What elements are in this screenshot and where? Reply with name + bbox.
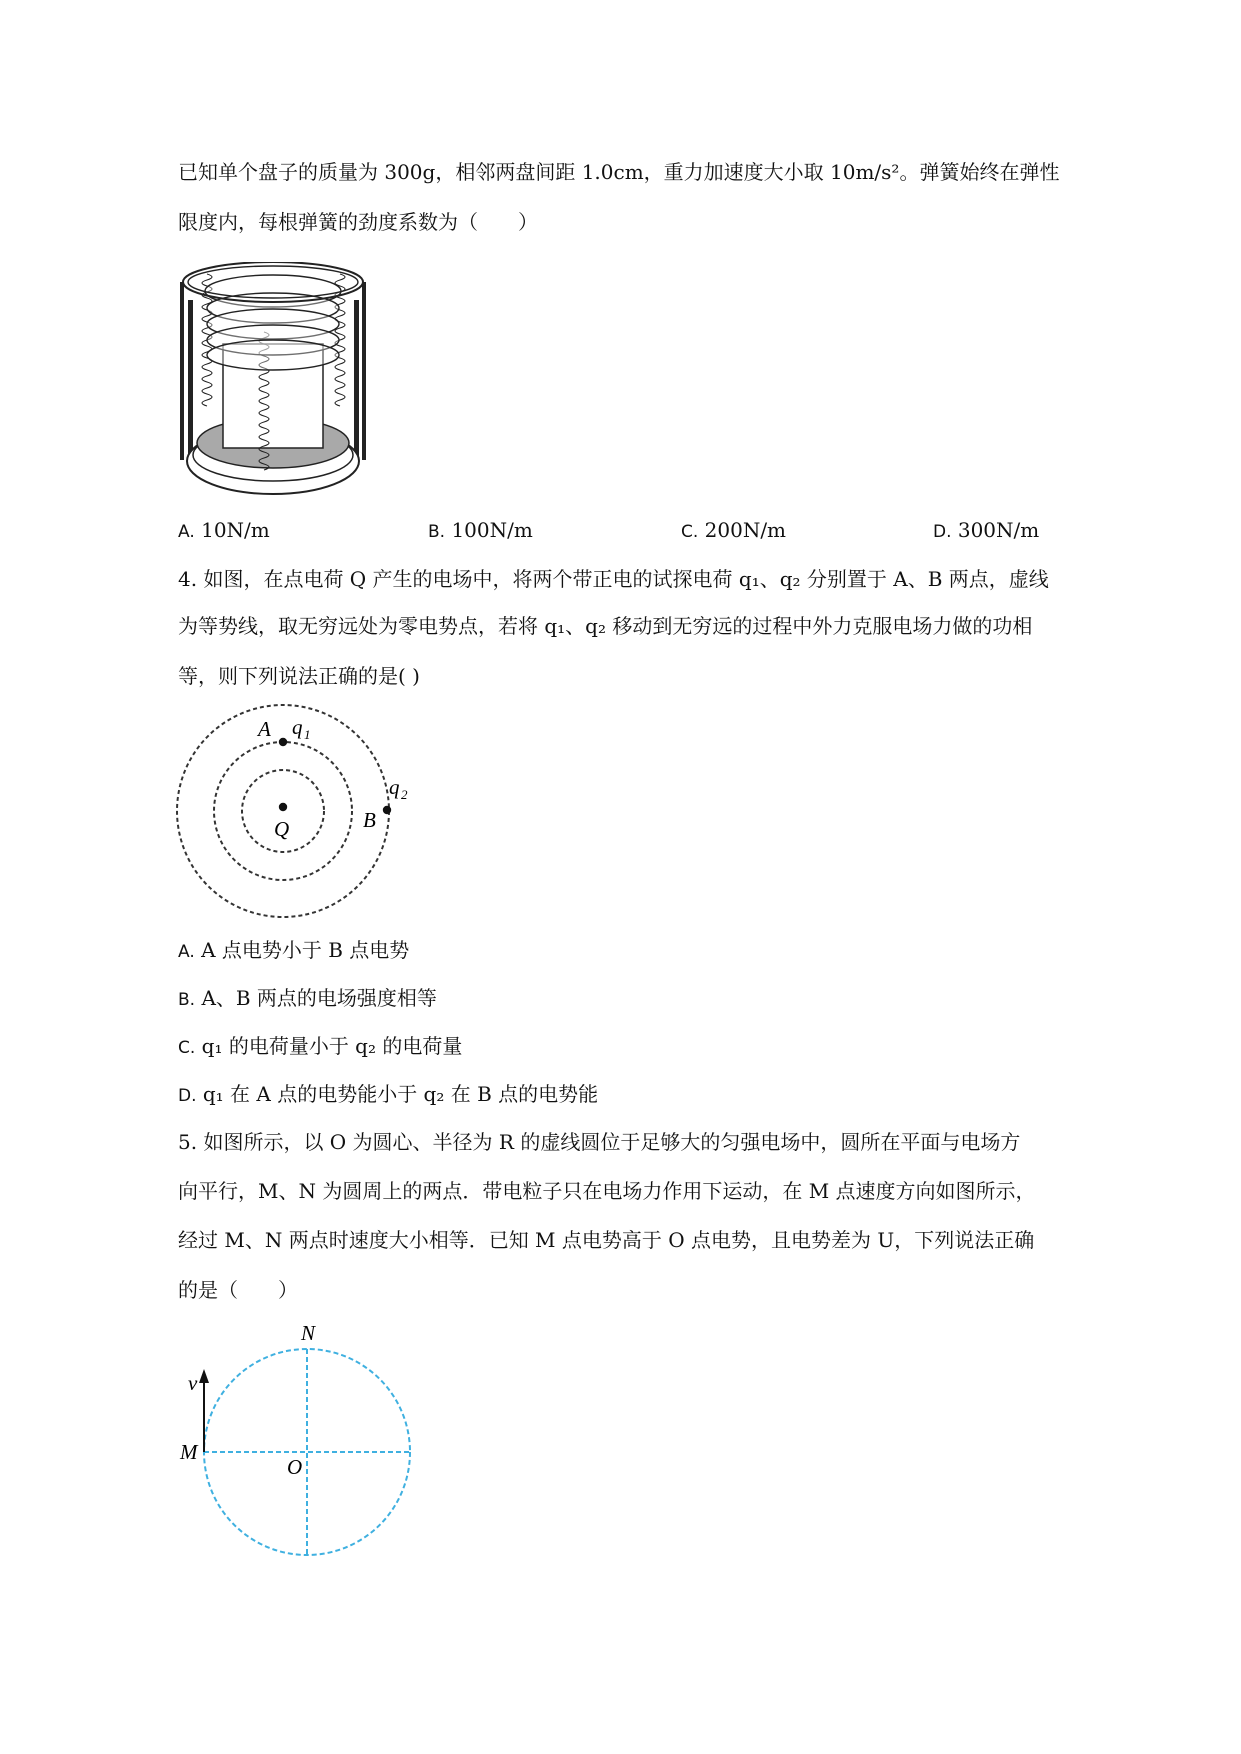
option-text: 300N/m bbox=[957, 518, 1040, 542]
point-a-dot bbox=[279, 738, 287, 746]
q3-text-line-2: 限度内，每根弹簧的劲度系数为（ ） bbox=[178, 210, 538, 234]
option-label: D. bbox=[178, 1086, 197, 1106]
label-v: v bbox=[188, 1371, 198, 1395]
label-b: B bbox=[363, 808, 376, 832]
q3-option-b[interactable] bbox=[428, 516, 533, 546]
q5-text-line-1: 5. 如图所示，以 O 为圆心、半径为 R 的虚线圆位于足够大的匀强电场中，圆所在平面与电场方 bbox=[178, 1130, 1021, 1154]
q5-text-line-2: 向平行，M、N 为圆周上的两点．带电粒子只在电场力作用下运动，在 M 点速度方向如图所示， bbox=[178, 1179, 1036, 1203]
q3-text-line-1: 已知单个盘子的质量为 300g，相邻两盘间距 1.0cm，重力加速度大小取 10m/s²。弹簧始终在弹性 bbox=[178, 160, 1060, 184]
option-text: 200N/m bbox=[704, 518, 787, 542]
option-text: A、B 两点的电场强度相等 bbox=[201, 986, 437, 1010]
option-label: C. bbox=[178, 1038, 196, 1058]
q4-option-a[interactable] bbox=[178, 936, 409, 966]
label-a: A bbox=[258, 717, 271, 741]
label-q1-subscript: 1 bbox=[304, 727, 311, 742]
label-q1: q bbox=[292, 715, 303, 739]
option-label: D. bbox=[933, 522, 952, 542]
point-b-dot bbox=[383, 806, 391, 814]
label-q: Q bbox=[274, 817, 290, 841]
equipotential-figure bbox=[170, 700, 430, 925]
dashed-circle bbox=[204, 1349, 410, 1555]
label-q2-subscript: 2 bbox=[401, 787, 408, 802]
option-text: 100N/m bbox=[451, 518, 533, 542]
uniform-field-circle-figure bbox=[175, 1320, 435, 1560]
q4-option-c[interactable] bbox=[178, 1032, 462, 1062]
q5-text-line-3: 经过 M、N 两点时速度大小相等．已知 M 点电势高于 O 点电势，且电势差为 U，下列说法正确 bbox=[178, 1228, 1035, 1252]
option-text: 10N/m bbox=[201, 518, 270, 542]
q5-text-line-4: 的是（ ） bbox=[178, 1278, 298, 1302]
option-label: A. bbox=[178, 942, 195, 962]
option-label: A. bbox=[178, 522, 195, 542]
q3-option-d[interactable] bbox=[933, 516, 1039, 546]
label-q2: q bbox=[389, 775, 400, 799]
q3-option-c[interactable] bbox=[681, 516, 786, 546]
q4-text-line-1: 4. 如图，在点电荷 Q 产生的电场中，将两个带正电的试探电荷 q₁、q₂ 分别置于 A、B 两点，虚线 bbox=[178, 567, 1049, 591]
velocity-arrow-icon bbox=[199, 1369, 209, 1383]
option-text: q₁ 在 A 点的电势能小于 q₂ 在 B 点的电势能 bbox=[202, 1082, 599, 1106]
q3-option-a[interactable] bbox=[178, 516, 270, 546]
option-label: B. bbox=[178, 990, 196, 1010]
q4-option-d[interactable] bbox=[178, 1080, 598, 1110]
q4-option-b[interactable] bbox=[178, 984, 437, 1014]
charge-q-dot bbox=[279, 803, 287, 811]
q4-text-line-3: 等，则下列说法正确的是( ) bbox=[178, 664, 420, 688]
option-label: C. bbox=[681, 522, 699, 542]
label-o: O bbox=[287, 1455, 303, 1479]
label-m: M bbox=[180, 1440, 198, 1464]
spring-plate-dispenser-figure bbox=[180, 262, 370, 497]
option-text: q₁ 的电荷量小于 q₂ 的电荷量 bbox=[201, 1034, 463, 1058]
option-label: B. bbox=[428, 522, 446, 542]
option-text: A 点电势小于 B 点电势 bbox=[201, 938, 410, 962]
q4-text-line-2: 为等势线，取无穷远处为零电势点，若将 q₁、q₂ 移动到无穷远的过程中外力克服电场力做的功相 bbox=[178, 614, 1033, 638]
label-n: N bbox=[301, 1321, 316, 1345]
